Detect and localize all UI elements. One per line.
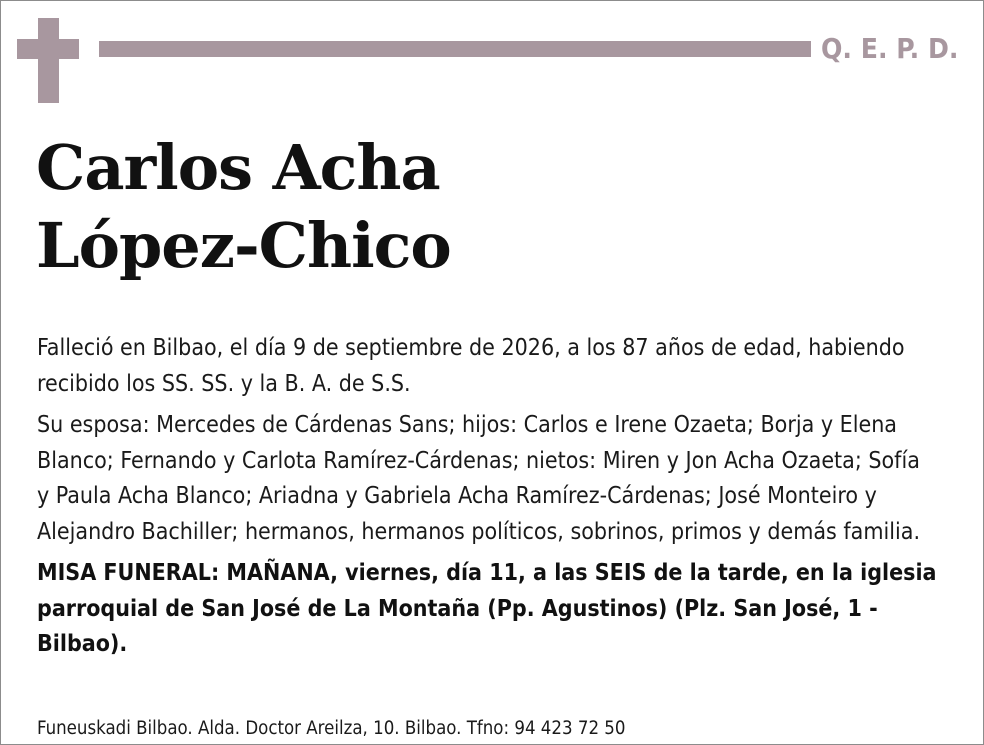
name-line-2: López-Chico <box>36 209 451 282</box>
family-paragraph: Su esposa: Mercedes de Cárdenas Sans; hijos: Carlos e Irene Ozaeta; Borja y Elena Blanco; Fernando y Carlota Ramírez-Cárdenas; nietos: Miren y Jon Acha Ozaeta; Sofía y Paula Acha Blanco; Ariadna y Gabriela Acha Ramírez-Cárdenas; José Monteiro y Alejandro Bachiller; hermanos, hermanos políticos, sobrinos, primos y demás familia. <box>37 412 921 545</box>
name-line-1: Carlos Acha <box>36 131 440 204</box>
qepd-label: Q. E. P. D. <box>821 32 959 65</box>
obituary-body <box>37 331 937 663</box>
cross-icon <box>38 18 59 103</box>
deceased-name <box>36 129 451 285</box>
header-rule <box>99 41 811 57</box>
death-paragraph: Falleció en Bilbao, el día 9 de septiembre de 2026, a los 87 años de edad, habiendo recibido los SS. SS. y la B. A. de S.S. <box>37 335 905 397</box>
funeral-home-footer: Funeuskadi Bilbao. Alda. Doctor Areilza, 10. Bilbao. Tfno: 94 423 72 50 <box>37 718 626 739</box>
funeral-paragraph: MISA FUNERAL: MAÑANA, viernes, día 11, a las SEIS de la tarde, en la iglesia parroquial de San José de La Montaña (Pp. Agustinos) (Plz. San José, 1 - Bilbao). <box>37 560 937 657</box>
cross-icon-bar <box>17 39 79 59</box>
